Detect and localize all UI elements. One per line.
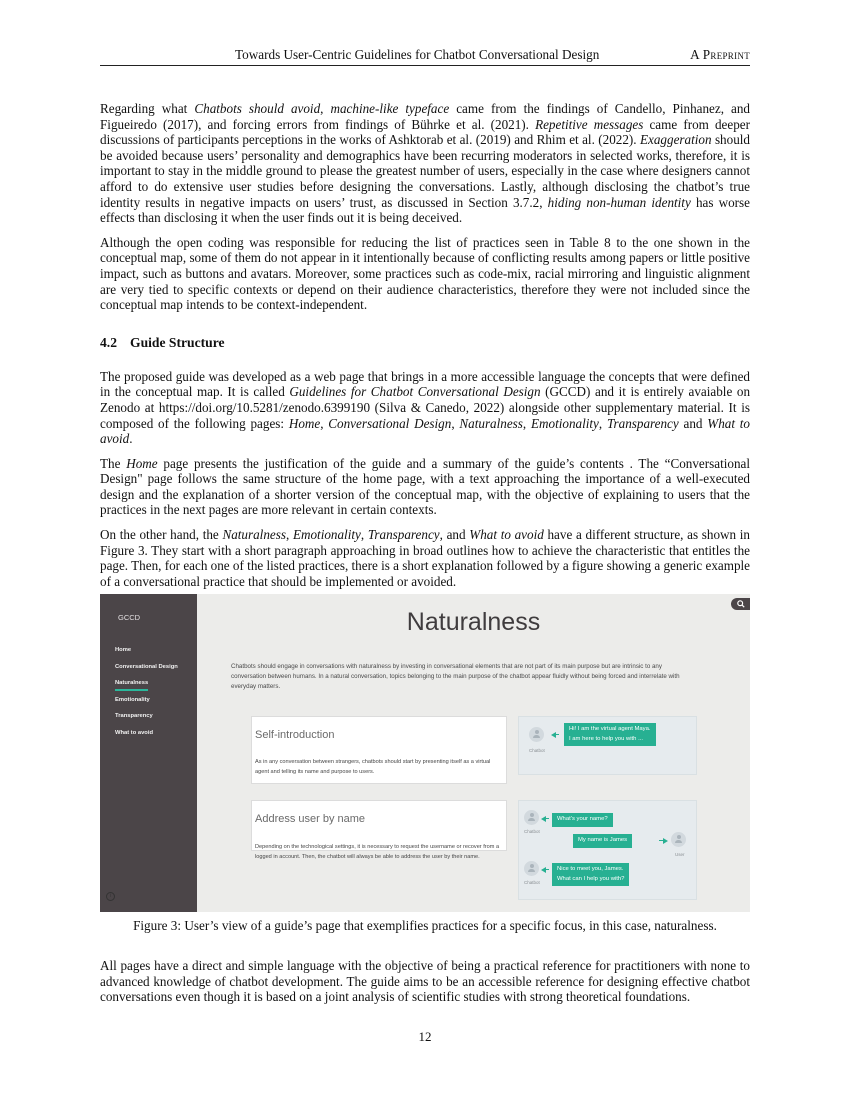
text-run: (GCCD) and it is entirely avaiable on Zenodo at https://doi.org/10.5281/zenodo.6399190 (Silva & Canedo, 2022) alongside other supplementary material. It is composed of the following pages: [100, 384, 751, 431]
chatbot-avatar-icon [529, 727, 544, 742]
emphasized-text: Naturalness [459, 415, 523, 431]
paragraph-what-to-avoid [100, 101, 750, 226]
figure-caption: Figure 3: User’s view of a guide’s page that exemplifies practices for a specific focus, in this case, naturalness. [133, 918, 717, 933]
text-run: . [129, 431, 133, 447]
avatar-label: Chatbot [524, 880, 540, 885]
emphasized-text: What to avoid [100, 415, 750, 447]
emphasized-text: Conversational Design [328, 415, 452, 431]
text-run: should be avoided because users’ personality and demographics have been recurring moderators in selected works, therefore, it is important to stay in the middle ground to please the greatest number of users, especially in the case where designers cannot afford to do extensive user studies before designing the conversations. Lastly, although disclosing the chatbot’s true identity results in negative impacts on users’ trust, as discussed in Section 3.7.2, [100, 132, 750, 210]
guide-sidebar [100, 594, 197, 912]
emphasized-text: Repetitive messages [535, 116, 644, 132]
chat-example-self-introduction [518, 716, 697, 775]
practice-title: Self-introduction [255, 729, 335, 741]
guide-nav [115, 647, 178, 746]
page-number: 12 [418, 1029, 432, 1044]
chatbot-avatar-icon [524, 810, 539, 825]
text-run: , and [439, 527, 470, 543]
text-run: , [598, 415, 607, 431]
emphasized-text: Naturalness [222, 527, 286, 543]
chat-bubble [564, 723, 656, 746]
arrow-left-icon [541, 816, 546, 822]
avatar-label: User [675, 852, 685, 857]
nav-item-conversational-design[interactable]: Conversational Design [115, 663, 178, 670]
section-heading [100, 335, 750, 351]
avatar-label: Chatbot [524, 829, 540, 834]
user-avatar-icon [671, 832, 686, 847]
section-title: Guide Structure [130, 334, 225, 350]
emphasized-text: Home [126, 455, 158, 471]
chat-example-address-user-by-name [518, 800, 697, 900]
emphasized-text: Home [288, 415, 321, 431]
text-run: , [320, 101, 331, 116]
text-run: and [678, 415, 708, 431]
chatbot-avatar-icon [524, 861, 539, 876]
text-run: The [100, 455, 127, 471]
emphasized-text: Transparency [606, 415, 679, 431]
header-rule [100, 65, 750, 66]
chat-bubble: What’s your name? [552, 813, 613, 827]
nav-item-what-to-avoid[interactable]: What to avoid [115, 729, 153, 736]
text-run: have a different structure, as shown in Figure 3. They start with a short paragraph approaching in broad outlines how to achieve the characteristic that entitles the page. Then, for each one of the listed practices, there is a short explanation followed by a figure showing a generic example of a conversational practice that should be implemented or avoided. [100, 527, 750, 589]
practice-title: Address user by name [255, 813, 366, 825]
chat-bubble-line: I am here to help you with ... [569, 735, 643, 742]
arrow-left-icon [541, 867, 546, 873]
emphasized-text: Chatbots should avoid [194, 101, 321, 116]
paragraph-page-structure [100, 527, 750, 589]
emphasized-text: What to avoid [469, 527, 544, 543]
text-run: came from deeper discussions of participants perceptions in the works of Ashktorab et al. (2019) and Rhim et al. (2022). [100, 116, 750, 148]
paragraph-open-coding [100, 235, 750, 313]
figure-guide-screenshot [100, 594, 750, 912]
chat-bubble-line: Hi! I am the virtual agent Maya. [569, 726, 651, 732]
closing-text [100, 958, 750, 1014]
running-header-title: Towards User-Centric Guidelines for Chatbot Conversational Design [235, 47, 600, 62]
arrow-left-icon [551, 732, 556, 738]
guide-brand: GCCD [118, 613, 141, 622]
practice-card-address-user-by-name [251, 800, 507, 860]
emphasized-text: Emotionality [292, 527, 361, 543]
text-run: The proposed guide was developed as a web page that brings in a more accessible language the concepts that were defined in the conceptual map. It is called [100, 368, 750, 400]
nav-item-emotionality[interactable]: Emotionality [115, 696, 150, 703]
nav-item-transparency[interactable]: Transparency [115, 713, 153, 719]
chat-bubble: My name is James [573, 834, 632, 848]
paragraph-simple-language [100, 958, 750, 1005]
avatar-label: Chatbot [529, 748, 545, 753]
section-number: 4.2 [100, 334, 117, 350]
text-run: page presents the justification of the guide and a summary of the guide’s contents . The “Conversational Design" page follows the same structure of the home page, with a text approaching the importance of a well-executed design and the explanation of a shorter version of the conceptual map, with the objective of explaining to users that the practices in the next pages are more relevant in certain contexts. [100, 455, 751, 518]
info-icon[interactable]: i [106, 892, 115, 901]
text-run: , [285, 527, 293, 543]
emphasized-text: machine-like typeface [330, 101, 450, 116]
paragraph-proposed-guide [100, 369, 750, 447]
paragraph-home-page [100, 456, 750, 518]
emphasized-text: Transparency [367, 527, 440, 543]
text-run: All pages have a direct and simple language with the objective of being a practical reference for practitioners with none to advanced knowledge of chatbot development. The guide aims to be an accessible reference for designing effective chatbot conversations even though it is based on a joint analysis of scientific studies with strong theoretical foundations. [100, 958, 750, 1005]
search-icon [737, 600, 745, 608]
text-run: , [451, 415, 460, 431]
emphasized-text: Emotionality [530, 415, 599, 431]
text-run: came from the findings of Candello, Pinhanez, and Figueiredo (2017), and forcing errors from findings of Bührke et al. (2021). [100, 101, 751, 132]
guide-page-title: Naturalness [406, 608, 541, 636]
guide-intro-text: Chatbots should engage in conversations with naturalness by investing in conversational elements that are not part of its main purpose but are intrinsic to any conversation between humans. In a natural conversation, topics belonging to the main purpose of the chatbot appear fluidly without being forced and interrelate with everyday matters. [231, 663, 680, 690]
text-run: , [320, 415, 329, 431]
emphasized-text: Exaggeration [640, 132, 712, 148]
nav-item-home[interactable]: Home [115, 647, 132, 653]
text-run: has worse effects than disclosing it when the user finds out it is being deceived. [100, 194, 750, 226]
text-run: , [522, 415, 531, 431]
text-run: , [360, 527, 368, 543]
nav-item-naturalness[interactable]: Naturalness [115, 680, 178, 697]
emphasized-text: hiding non-human identity [547, 194, 691, 210]
text-run: Regarding what [100, 101, 195, 116]
emphasized-text: Guidelines for Chatbot Conversational Design [289, 384, 541, 400]
chat-bubble-line: Nice to meet you, James. [557, 866, 624, 872]
chat-bubble-line: What can I help you with? [557, 875, 625, 882]
text-run: On the other hand, the [100, 527, 223, 543]
preprint-label: A Preprint [690, 47, 750, 62]
practice-description: Depending on the technological settings, it is necessary to request the username or recover from a logged in account. Then, the chatbot will always be able to address the user by their name. [255, 844, 500, 860]
text-run: Although the open coding was responsible for reducing the list of practices seen in Table 8 to the one shown in the conceptual map, some of them do not appear in it intentionally because of conflicting results among papers or little positive impact, such as buttons and avatars. Moreover, some practices such as code-mix, racial mirroring and linguistic alignment are very tied to specific contexts or depend on their audience characteristics, therefore they were not included since the conceptual map intends to be context-independent. [100, 234, 750, 313]
chat-bubble [552, 863, 629, 886]
practice-description: As in any conversation between strangers, chatbots should start by presenting itself as a virtual agent and telling its name and purpose to users. [255, 759, 491, 775]
practice-card-self-introduction [251, 716, 507, 784]
arrow-right-icon [663, 838, 668, 844]
body-text [100, 101, 750, 598]
